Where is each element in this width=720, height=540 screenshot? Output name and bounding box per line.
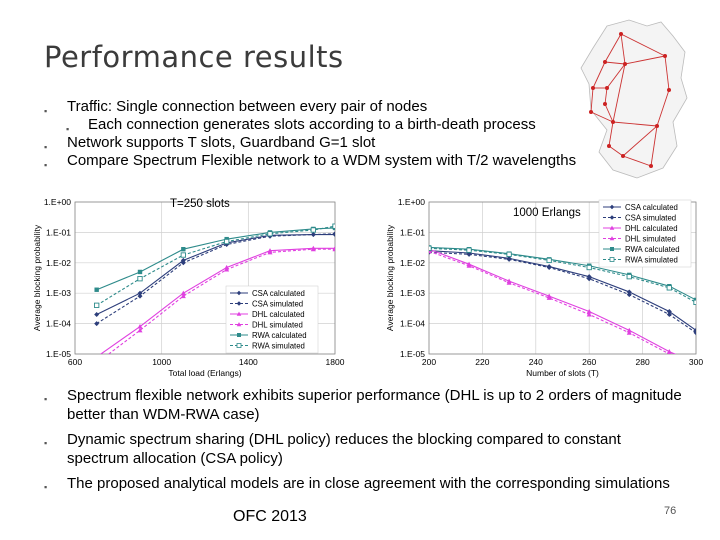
legend-label: DHL calculated bbox=[625, 224, 678, 233]
data-point bbox=[667, 286, 671, 290]
bullet-text: Dynamic spectrum sharing (DHL policy) reduces the blocking compared to constant spectrum allocation (CSA policy) bbox=[67, 431, 621, 467]
x-tick-label: 200 bbox=[421, 357, 437, 367]
data-point bbox=[94, 312, 99, 317]
y-tick-label: 1.E-04 bbox=[45, 318, 71, 329]
y-tick-label: 1.E+00 bbox=[397, 197, 425, 207]
blocking-vs-load-chart bbox=[30, 190, 350, 385]
data-point bbox=[311, 228, 315, 232]
x-axis-label: Total load (Erlangs) bbox=[168, 368, 242, 378]
bullet-item bbox=[44, 152, 684, 170]
legend-label: RWA simulated bbox=[252, 341, 305, 351]
intro-bullet-list bbox=[44, 98, 684, 170]
chart-annotation: 1000 Erlangs bbox=[513, 207, 581, 219]
conclusion-bullet-list bbox=[44, 386, 684, 499]
bullet-item bbox=[44, 386, 684, 424]
conference-footer: OFC 2013 bbox=[233, 508, 307, 525]
chart-legend bbox=[599, 200, 691, 267]
bullet-marker-icon: ▪ bbox=[66, 124, 70, 134]
y-tick-label: 1.E-01 bbox=[399, 227, 425, 238]
y-tick-label: 1.E-02 bbox=[45, 257, 71, 268]
bullet-item bbox=[44, 430, 684, 468]
data-point bbox=[587, 265, 591, 269]
data-point bbox=[467, 248, 471, 252]
data-point bbox=[94, 361, 99, 366]
bullet-text: Network supports T slots, Guardband G=1 slot bbox=[67, 134, 376, 151]
data-point bbox=[268, 232, 272, 236]
data-point bbox=[694, 300, 698, 304]
blocking-vs-slots-chart bbox=[383, 190, 708, 385]
data-point bbox=[427, 246, 431, 250]
data-point bbox=[333, 231, 338, 236]
data-point bbox=[627, 274, 631, 278]
page-number: 76 bbox=[664, 505, 677, 517]
data-point bbox=[311, 232, 316, 237]
legend-label: DHL calculated bbox=[252, 310, 305, 319]
data-point bbox=[94, 303, 98, 307]
y-tick-label: 1.E-03 bbox=[45, 288, 71, 299]
legend-marker bbox=[237, 333, 241, 337]
legend-label: CSA calculated bbox=[625, 203, 678, 212]
bullet-marker-icon: ▪ bbox=[44, 438, 48, 448]
bullet-text: Each connection generates slots according to a birth-death process bbox=[88, 116, 536, 133]
data-point bbox=[138, 270, 142, 274]
bullet-marker-icon: ▪ bbox=[44, 482, 48, 492]
slide-title: Performance results bbox=[44, 40, 344, 74]
bullet-marker-icon: ▪ bbox=[44, 394, 48, 404]
bullet-marker-icon: ▪ bbox=[44, 160, 48, 170]
data-point bbox=[547, 258, 551, 262]
bullet-item bbox=[44, 98, 684, 116]
bullet-text: Spectrum flexible network exhibits superior performance (DHL is up to 2 orders of magnitude better than WDM-RWA case) bbox=[67, 387, 682, 423]
y-tick-label: 1.E-05 bbox=[399, 349, 425, 359]
x-tick-label: 1000 bbox=[152, 357, 172, 367]
chart-legend bbox=[226, 286, 318, 353]
legend-label: RWA calculated bbox=[252, 331, 307, 340]
bullet-item bbox=[44, 134, 684, 152]
legend-label: RWA calculated bbox=[625, 245, 680, 254]
legend-label: RWA simulated bbox=[625, 255, 678, 265]
bullet-item bbox=[44, 474, 684, 493]
y-tick-label: 1.E-01 bbox=[45, 227, 71, 238]
legend-label: DHL simulated bbox=[252, 320, 303, 330]
x-tick-label: 600 bbox=[67, 357, 83, 367]
legend-marker bbox=[610, 258, 614, 262]
series-line bbox=[429, 251, 696, 366]
y-tick-label: 1.E-04 bbox=[399, 318, 425, 329]
x-tick-label: 300 bbox=[688, 357, 704, 367]
data-point bbox=[507, 252, 511, 256]
legend-label: CSA simulated bbox=[625, 213, 677, 223]
bullet-text: The proposed analytical models are in close agreement with the corresponding simulations bbox=[67, 475, 670, 492]
legend-label: CSA calculated bbox=[252, 289, 305, 298]
data-point bbox=[94, 354, 99, 359]
data-point bbox=[224, 239, 228, 243]
data-point bbox=[181, 253, 185, 257]
legend-label: DHL simulated bbox=[625, 234, 676, 244]
bullet-text: Traffic: Single connection between every pair of nodes bbox=[67, 98, 428, 115]
y-tick-label: 1.E-02 bbox=[399, 257, 425, 268]
series-line bbox=[97, 228, 335, 290]
data-point bbox=[138, 276, 142, 280]
x-tick-label: 220 bbox=[475, 357, 490, 367]
y-axis-label: Average blocking probability bbox=[32, 224, 42, 332]
sub-bullet-item bbox=[44, 116, 684, 134]
bullet-text: Compare Spectrum Flexible network to a WDM system with T/2 wavelengths bbox=[67, 152, 577, 169]
data-point bbox=[94, 288, 98, 292]
y-tick-label: 1.E-05 bbox=[45, 349, 71, 359]
legend-marker bbox=[237, 344, 241, 348]
data-point bbox=[333, 224, 337, 228]
x-tick-label: 260 bbox=[582, 357, 597, 367]
legend-label: CSA simulated bbox=[252, 299, 304, 309]
y-tick-label: 1.E-03 bbox=[399, 288, 425, 299]
x-tick-label: 1400 bbox=[238, 357, 258, 367]
x-axis-label: Number of slots (T) bbox=[526, 368, 599, 378]
bullet-marker-icon: ▪ bbox=[44, 142, 48, 152]
x-tick-label: 280 bbox=[635, 357, 650, 367]
chart-annotation: T=250 slots bbox=[170, 198, 230, 210]
y-tick-label: 1.E+00 bbox=[43, 197, 71, 207]
data-point bbox=[181, 247, 185, 251]
bullet-marker-icon: ▪ bbox=[44, 106, 48, 116]
y-axis-label: Average blocking probability bbox=[385, 224, 395, 332]
x-tick-label: 240 bbox=[528, 357, 543, 367]
legend-marker bbox=[610, 247, 614, 251]
x-tick-label: 1800 bbox=[325, 357, 345, 367]
